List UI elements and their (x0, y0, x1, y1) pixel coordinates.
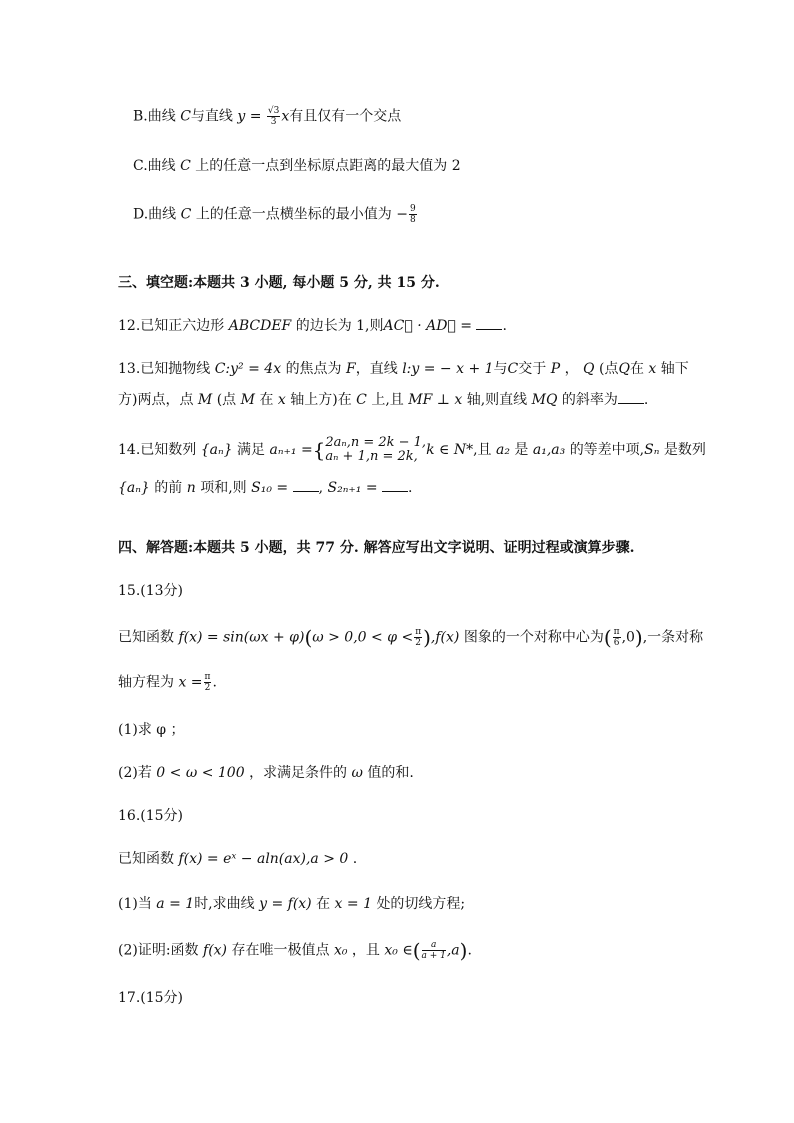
hexagon-name: ABCDEF (228, 318, 292, 334)
period: . (467, 942, 472, 959)
option-c (133, 156, 461, 176)
option-d-text: 上的任意一点横坐标的最小值为 (195, 206, 392, 223)
q14-text: 满足 (237, 442, 266, 458)
q13-text: (点 (216, 392, 237, 408)
q13-text: 的焦点为 (285, 361, 342, 377)
point-q: Q (583, 361, 595, 377)
q16-text: 时,求曲线 (194, 896, 255, 912)
paren: ) (459, 938, 468, 963)
q14-text: 的前 (154, 480, 183, 496)
curve-eq: y = f(x) (259, 896, 312, 912)
question-13-line-2 (118, 390, 648, 410)
q16-text: ，且 (351, 942, 380, 959)
a1-a3: a₁,a₃ (532, 442, 566, 458)
curve-symbol: C (180, 158, 191, 174)
axis-eq: x = (178, 674, 203, 691)
line-mq: MQ (531, 392, 558, 408)
fraction-den: 6 (613, 638, 620, 648)
var-x: x (277, 392, 286, 408)
question-15-part-2 (118, 763, 414, 783)
question-16-part-1 (118, 894, 465, 914)
paren: ) (423, 625, 431, 650)
question-14-line-2 (118, 478, 412, 498)
option-c-label: C.曲线 (133, 158, 176, 174)
q13-text: 与 (493, 361, 508, 377)
q15-text: 图象的一个对称中心为 (463, 629, 604, 646)
q13-text: 轴,则直线 (466, 392, 528, 408)
point-f: F (346, 361, 356, 377)
line-eq: l:y = − x + 1 (402, 361, 494, 377)
q15-text: ，求满足条件的 (249, 765, 348, 781)
option-b-text: 与直线 (190, 108, 233, 125)
question-15-line-1 (118, 627, 703, 648)
period: . (643, 392, 649, 408)
q13-text: 轴下 (660, 361, 689, 377)
minus-sign: − (396, 206, 408, 223)
q15-text: 值的和. (367, 765, 414, 781)
answer-blank (618, 391, 644, 404)
question-15-part-1: (1)求 φ ； (118, 722, 185, 738)
section-3-heading: 三、填空题:本题共 3 小题, 每小题 5 分, 共 15 分. (118, 275, 440, 291)
curve-symbol: C (356, 392, 367, 408)
fraction-den: 2 (415, 638, 422, 648)
option-b (133, 106, 401, 127)
omega: ω (351, 765, 363, 781)
q14-text: 的等差中项, (569, 442, 645, 458)
q15-text: 已知函数 (118, 629, 174, 646)
sequence: {aₙ} (118, 480, 150, 496)
k-domain: k ∈ N* (426, 442, 474, 458)
point-m: M (240, 392, 255, 408)
point-q: Q (618, 361, 630, 377)
function-def: f(x) = sin(ωx + φ) (178, 629, 305, 646)
fraction-num: 9 (410, 204, 416, 214)
fx: ,f(x) (430, 629, 460, 646)
answer-blank (293, 479, 319, 492)
parabola-eq: C:y² = 4x (214, 361, 282, 377)
question-14-line-1 (118, 436, 706, 464)
q16-text: 已知函数 (118, 851, 174, 867)
option-c-text: 上的任意一点到坐标原点距离的最大值为 2 (195, 158, 461, 174)
q13-text: ，直线 (355, 361, 398, 377)
var-n: n (186, 480, 196, 496)
q16-text: 存在唯一极值点 (231, 942, 330, 959)
a-value: a = 1 (156, 896, 195, 912)
var-x: x (648, 361, 657, 377)
fraction-den: 2 (204, 683, 211, 693)
brace: { (312, 438, 326, 462)
fraction-den: 3 (270, 117, 277, 127)
q14-text: 项和,则 (200, 480, 247, 496)
answer-blank (382, 479, 408, 492)
s2n1: S₂ₙ₊₁ = (327, 480, 378, 496)
q13-text: 的斜率为 (561, 392, 618, 408)
fraction (422, 940, 446, 961)
q13-text: 交于 (518, 361, 547, 377)
q14-text: ,且 (473, 442, 492, 458)
function-def: f(x) = eˣ − aln(ax),a > 0 (178, 851, 349, 867)
option-d-label: D.曲线 (133, 206, 177, 223)
q13-text: 方)两点，点 (118, 392, 194, 408)
period: . (352, 851, 358, 867)
omega-range: 0 < ω < 100 (156, 765, 245, 781)
section-4-heading: 四、解答题:本题共 5 小题，共 77 分. 解答应写出文字说明、证明过程或演算步骤. (118, 540, 635, 556)
vector-product: AC⃗ · AD⃗ = (383, 318, 473, 334)
question-16-title: 16.(15分) (118, 808, 184, 824)
perpendicular: MF ⊥ x (408, 392, 463, 408)
q13-text: ， (564, 361, 579, 377)
curve-symbol: C (507, 361, 519, 377)
upper-bound: ,a (446, 942, 460, 959)
fraction (267, 106, 280, 127)
q12-text-2: 的边长为 1,则 (295, 318, 384, 334)
fraction (613, 627, 621, 648)
question-17-title: 17.(15分) (118, 990, 184, 1006)
q13-text: 在 (629, 361, 644, 377)
comma: , (318, 480, 324, 496)
case-1: 2aₙ,n = 2k − 1, (325, 435, 427, 450)
line-eq: y = (237, 108, 266, 125)
q15-text: (2)若 (118, 765, 152, 781)
fraction-num: √3 (267, 106, 280, 116)
fraction-den: a + 1 (421, 951, 446, 961)
zero: ,0 (621, 629, 635, 646)
piecewise (325, 436, 426, 464)
paren: ( (603, 625, 612, 650)
sequence: {aₙ} (200, 442, 233, 458)
q16-text: 处的切线方程; (376, 896, 466, 912)
q13-text: 上,且 (371, 392, 404, 408)
question-15-title: 15.(13分) (118, 583, 184, 599)
period: . (502, 318, 507, 334)
option-d (133, 204, 418, 225)
period: . (408, 480, 413, 496)
answer-blank (476, 317, 502, 330)
paren: ) (634, 625, 643, 650)
q15-text: ,一条对称 (642, 629, 704, 646)
q13-text: 轴上方)在 (290, 392, 352, 408)
q14-text: 是数列 (663, 442, 706, 458)
q15-text: 轴方程为 (118, 674, 174, 691)
fraction (409, 204, 417, 225)
sn: Sₙ (644, 442, 660, 458)
x0-interval: x₀ ∈ (384, 942, 413, 959)
paren: ( (304, 625, 313, 650)
q16-text: (1)当 (118, 896, 152, 912)
fraction-num: π (613, 627, 620, 637)
point-m: M (197, 392, 213, 408)
paren: ( (412, 938, 421, 963)
x-value: x = 1 (334, 896, 372, 912)
q14-text: 是 (514, 442, 529, 458)
q12-text: 12.已知正六边形 (118, 318, 225, 334)
q16-text: 在 (316, 896, 331, 912)
period: . (212, 674, 217, 691)
var-x: x (281, 108, 290, 125)
recurrence-lhs: aₙ₊₁ = (269, 442, 313, 458)
fraction (204, 672, 212, 693)
curve-symbol: C (180, 206, 192, 223)
question-12 (118, 316, 507, 336)
case-2: aₙ + 1,n = 2k, (325, 449, 418, 464)
option-b-label: B.曲线 (133, 108, 176, 125)
fraction (414, 627, 422, 648)
fraction-num: a (422, 940, 446, 951)
curve-symbol: C (180, 108, 191, 125)
fraction-num: π (204, 672, 211, 682)
point-p: P (550, 361, 561, 377)
q14-text: 14.已知数列 (118, 442, 197, 458)
q13-text: 13.已知抛物线 (118, 361, 211, 377)
condition: ω > 0,0 < φ < (312, 629, 414, 646)
a2: a₂ (495, 442, 510, 458)
fraction-den: 8 (410, 215, 416, 225)
s10: S₁₀ = (251, 480, 289, 496)
fraction-num: π (415, 627, 422, 637)
question-15-line-2 (118, 672, 217, 693)
q13-text: 在 (259, 392, 274, 408)
fx: f(x) (203, 942, 228, 959)
question-16-line-1 (118, 849, 357, 869)
question-16-part-2 (118, 940, 472, 961)
q13-text: (点 (598, 361, 619, 377)
option-b-suffix: 有且仅有一个交点 (289, 108, 402, 125)
question-13-line-1 (118, 359, 689, 379)
x0: x₀ (333, 942, 348, 959)
q16-text: (2)证明:函数 (118, 942, 199, 959)
